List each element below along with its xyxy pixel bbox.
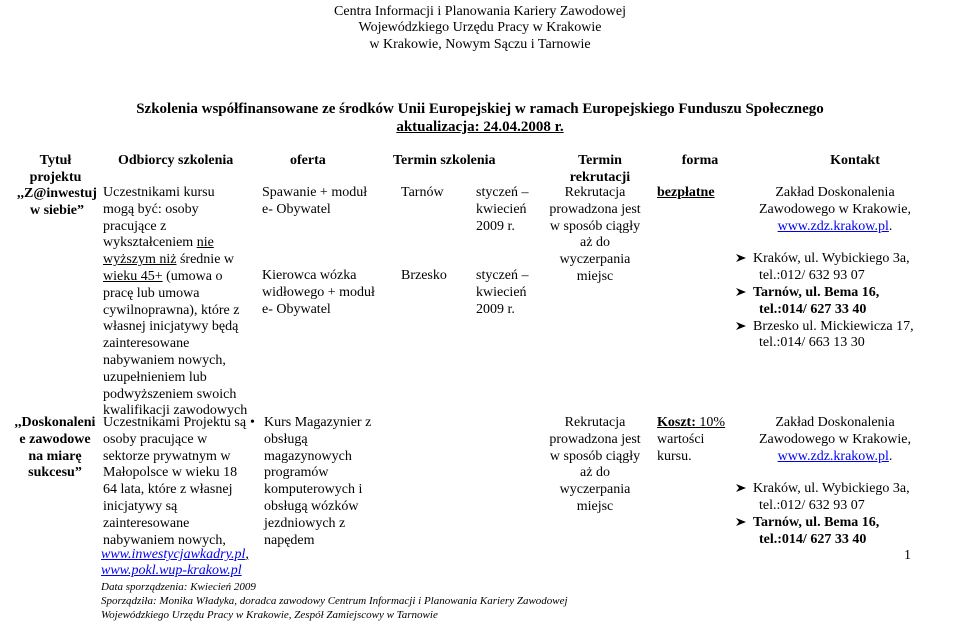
row2-contact-link[interactable]: www.zdz.krakow.pl <box>777 448 889 464</box>
column-header-offer: oferta <box>290 153 326 168</box>
row2-recipients: Uczestnikami Projektu są osoby pracujące w sektorze prywatnym w Małopolsce w wieku 18 64 lata, które z własnej inicjatywy są zainteresowane nabywaniem nowych, <box>103 415 247 548</box>
row1-contact-org-line2: Zawodowego w Krakowie, <box>758 201 911 217</box>
header-line-3: w Krakowie, Nowym Sączu i Tarnowie <box>369 37 591 52</box>
row1-place-a: Tarnów <box>401 185 444 200</box>
row1-contact-item-krakow: Kraków, ul. Wybickiego 3a, <box>735 251 960 268</box>
arrow-bullet-icon <box>735 483 747 493</box>
arrow-bullet-icon <box>735 517 747 527</box>
row1-offer-a: Spawanie + moduł e- Obywatel <box>262 185 368 217</box>
row1-recipients: Uczestnikami kursu mogą być: osoby pracujące z wykształceniem nie wyższym niż średnie w wieku 45+ (umowa o pracę lub umowa cywilnoprawna), które z własnej inicjatywy będą zainteresowane nabywaniem nowych, uzupełnieniem lub podwyższeniem swoich kwalifikacji zawodowych <box>103 185 248 419</box>
footer-author-line1: Sporządziła: Monika Władyka, doradca zawodowy Centrum Informacji i Planowania Kariery Zawodowej <box>101 595 568 607</box>
footer-link-inwestycja[interactable]: www.inwestycjawkadry.pl, <box>101 547 249 562</box>
column-header-recipients: Odbiorcy szkolenia <box>118 153 234 168</box>
header-line-1: Centra Informacji i Planowania Kariery Zawodowej <box>334 4 626 19</box>
row2-offer: • Kurs Magazynier z obsługą magazynowych programów komputerowych i obsługą wózków jezdniowych z napędem <box>250 415 372 548</box>
row2-contact-item-krakow: Kraków, ul. Wybickiego 3a, <box>735 481 960 498</box>
column-header-title: Tytuł projektu <box>29 153 82 185</box>
arrow-bullet-icon <box>735 287 747 297</box>
row2-contact: Zakład Doskonalenia Zawodowego w Krakowie, www.zdz.krakow.pl. Kraków, ul. Wybickiego 3a, tel.:012/ 632 93 07 Tarnów, ul. Bema 16, tel.:014/ 627 33 40 <box>735 415 960 549</box>
arrow-bullet-icon <box>735 253 747 263</box>
column-header-term: Termin szkolenia <box>393 153 496 168</box>
row2-form: Koszt: 10% wartości kursu. <box>657 415 726 464</box>
row1-place-b: Brzesko <box>401 268 447 283</box>
row1-contact: Zakład Doskonalenia Zawodowego w Krakowie, www.zdz.krakow.pl. Kraków, ul. Wybickiego 3a, tel.:012/ 632 93 07 Tarnów, ul. Bema 16, tel.:014/ 627 33 40 Brzesko ul. Mickiewicza 17, tel.:014/ 663 13 30 <box>735 185 960 352</box>
row2-recruitment: Rekrutacja prowadzona jest w sposób ciągły aż do wyczerpania miejsc <box>549 415 641 514</box>
row1-recruitment: Rekrutacja prowadzona jest w sposób ciągły aż do wyczerpania miejsc <box>549 185 641 284</box>
row1-form: bezpłatne <box>657 185 715 200</box>
row1-date-b: styczeń – kwiecień 2009 r. <box>476 268 529 317</box>
row1-contact-link[interactable]: www.zdz.krakow.pl <box>777 218 889 234</box>
column-header-form: forma <box>681 153 719 168</box>
row1-date-a: styczeń – kwiecień 2009 r. <box>476 185 529 234</box>
arrow-bullet-icon <box>735 321 747 331</box>
column-header-recruitment: Termin rekrutacji <box>569 153 631 185</box>
footer-link-pokl[interactable]: www.pokl.wup-krakow.pl <box>101 563 242 578</box>
document-update-date: aktualizacja: 24.04.2008 r. <box>396 119 564 135</box>
header-line-2: Wojewódzkiego Urzędu Pracy w Krakowie <box>358 20 602 35</box>
row1-contact-org-line1: Zakład Doskonalenia <box>775 185 895 200</box>
row2-project-title: ,,Doskonaleni e zawodowe na miarę sukcesu” <box>14 415 96 481</box>
row1-project-title: ,,Z@inwestuj w siebie” <box>17 186 97 218</box>
document-title: Szkolenia współfinansowane ze środków Unii Europejskiej w ramach Europejskiego Funduszu Społecznego <box>136 101 824 117</box>
row1-contact-item-brzesko: Brzesko ul. Mickiewicza 17, <box>735 319 960 336</box>
row1-contact-item-tarnow: Tarnów, ul. Bema 16, <box>735 285 960 302</box>
footer-date: Data sporządzenia: Kwiecień 2009 <box>101 581 256 593</box>
page-number: 1 <box>904 548 911 563</box>
footer-author-line2: Wojewódzkiego Urzędu Pracy w Krakowie, Zespół Zamiejscowy w Tarnowie <box>101 609 438 621</box>
row1-offer-b: Kierowca wózka widłowego + moduł e- Obywatel <box>262 268 375 317</box>
column-header-contact: Kontakt <box>830 153 880 168</box>
dot-bullet-icon: • <box>250 415 255 430</box>
row2-contact-item-tarnow: Tarnów, ul. Bema 16, <box>735 515 960 532</box>
